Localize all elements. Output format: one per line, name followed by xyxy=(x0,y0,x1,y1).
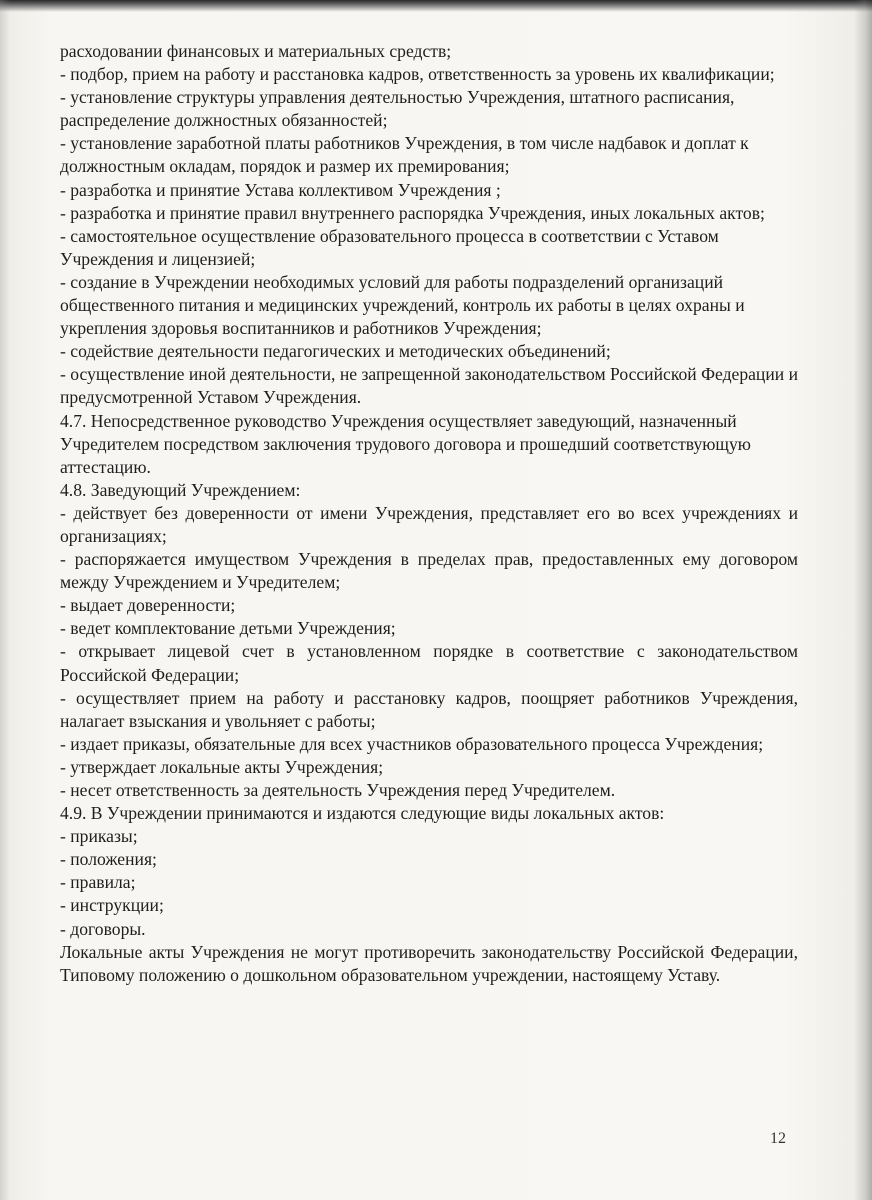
paragraph-line: - выдает доверенности; xyxy=(60,595,236,616)
paragraph-line: - разработка и принятие Устава коллективом Учреждения ; xyxy=(60,179,501,200)
paragraph-line: - осуществляет прием на работу и расстановку кадров, поощряет работников Учреждения, налагает взыскания и увольняет с работы; xyxy=(60,687,798,731)
paragraph-line: - несет ответственность за деятельность Учреждения перед Учредителем. xyxy=(60,780,616,800)
paragraph-line: - установление заработной платы работников Учреждения, в том числе надбавок и доплат к должностным окладам, порядок и размер их премирования; xyxy=(60,133,749,177)
paragraph-line: - издает приказы, обязательные для всех участников образовательного процесса Учреждения; xyxy=(60,733,764,754)
paragraph-line: - действует без доверенности от имени Учреждения, представляет его во всех учреждениях и организациях; xyxy=(60,502,798,546)
paragraph-line: - самостоятельное осуществление образовательного процесса в соответствии с Уставом Учреждения и лицензией; xyxy=(60,225,719,269)
scan-top-shadow xyxy=(0,0,872,12)
paragraph-line: - утверждает локальные акты Учреждения; xyxy=(60,756,384,777)
paragraph-line: - создание в Учреждении необходимых условий для работы подразделений организаций общественного питания и медицинских учреждений, контроль их работы в целях охраны и укрепления здоровья воспитанников и работников Учреждения; xyxy=(60,271,745,339)
list-item: - положения; xyxy=(60,849,157,870)
list-item: - приказы; xyxy=(60,826,138,847)
list-item: - договоры. xyxy=(60,918,146,939)
section-4-7: 4.7. Непосредственное руководство Учреждения осуществляет заведующий, назначенный Учредителем посредством заключения трудового договора и прошедший соответствующую аттестацию. xyxy=(60,410,751,477)
paragraph-line: расходовании финансовых и материальных средств; xyxy=(60,41,452,61)
scan-right-edge xyxy=(854,0,872,1200)
paragraph-line: - содействие деятельности педагогических и методических объединений; xyxy=(60,341,611,362)
document-body xyxy=(60,40,798,987)
list-item: - инструкции; xyxy=(60,895,164,916)
paragraph-line: - установление структуры управления деятельностью Учреждения, штатного расписания, распределение должностных обязанностей; xyxy=(60,87,735,131)
paragraph-line: - ведет комплектование детьми Учреждения; xyxy=(60,618,396,639)
paragraph-line: - осуществление иной деятельности, не запрещенной законодательством Российской Федерации и предусмотренной Уставом Учреждения. xyxy=(60,364,798,408)
list-item: - правила; xyxy=(60,872,136,893)
page-number: 12 xyxy=(770,1130,786,1147)
section-4-8-heading: 4.8. Заведующий Учреждением: xyxy=(60,479,301,500)
paragraph-line: - распоряжается имуществом Учреждения в пределах прав, предоставленных ему договором между Учреждением и Учредителем; xyxy=(60,549,798,593)
closing-paragraph: Локальные акты Учреждения не могут противоречить законодательству Российской Федерации, Типовому положению о дошкольном образовательном учреждении, настоящему Уставу. xyxy=(60,941,798,985)
scan-left-edge xyxy=(0,0,10,1200)
paragraph-line: - подбор, прием на работу и расстановка кадров, ответственность за уровень их квалификации; xyxy=(60,64,775,85)
paragraph-line: - разработка и принятие правил внутреннего распорядка Учреждения, иных локальных актов; xyxy=(60,202,765,223)
section-4-9-heading: 4.9. В Учреждении принимаются и издаются следующие виды локальных актов: xyxy=(60,803,665,824)
paragraph-line: - открывает лицевой счет в установленном порядке в соответствие с законодательством Российской Федерации; xyxy=(60,641,798,685)
